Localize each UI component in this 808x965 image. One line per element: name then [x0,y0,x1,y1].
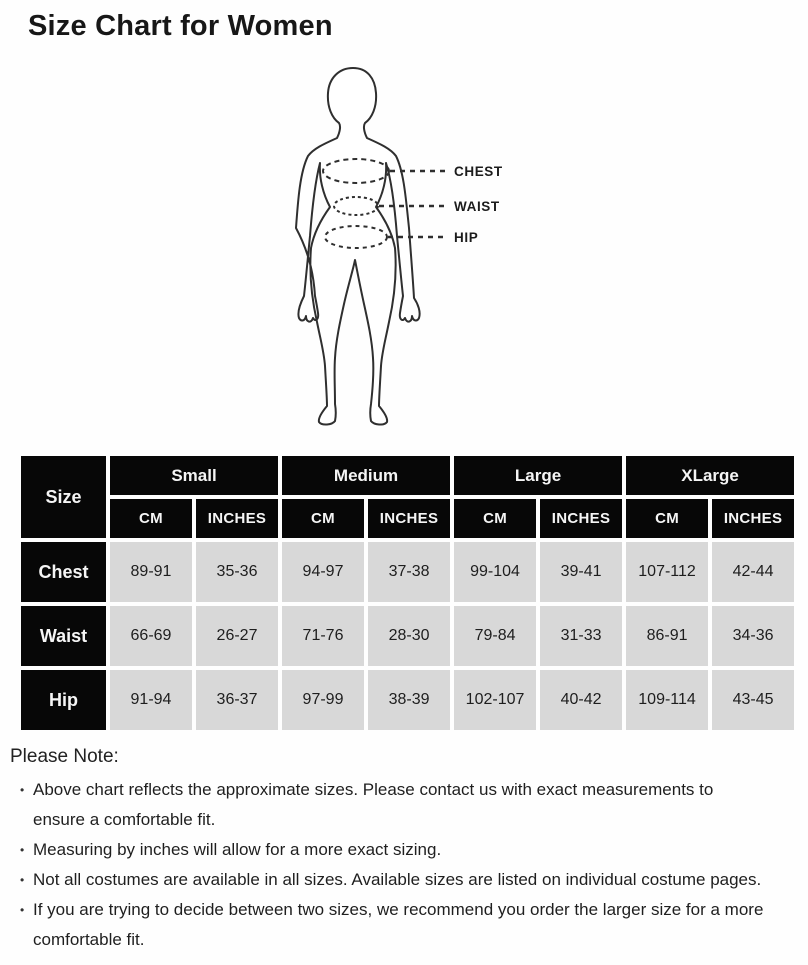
note-line: ensure a comfortable fit. [33,810,216,829]
size-value-cell: 37-38 [368,542,450,602]
note-line: Measuring by inches will allow for a more exact sizing. [33,840,442,859]
bullet-icon: • [20,873,25,887]
waist-label: WAIST [454,199,500,214]
note-line: comfortable fit. [33,930,145,949]
hip-label: HIP [454,230,479,245]
unit-header-inches: INCHES [196,499,278,538]
col-group-small: Small [110,456,278,495]
size-corner-header: Size [21,456,106,538]
size-value-cell: 34-36 [712,606,794,666]
size-value-cell: 39-41 [540,542,622,602]
unit-header-cm: CM [110,499,192,538]
row-header-chest: Chest [21,542,106,602]
unit-header-cm: CM [282,499,364,538]
table-row-hip [21,670,794,730]
bullet-icon: • [20,903,25,917]
note-line: Not all costumes are available in all sizes. Available sizes are listed on individual costume pages. [33,870,762,889]
row-header-hip: Hip [21,670,106,730]
notes-heading: Please Note: [10,746,119,767]
size-value-cell: 97-99 [282,670,364,730]
unit-header-inches: INCHES [368,499,450,538]
size-value-cell: 109-114 [626,670,708,730]
unit-header-cm: CM [454,499,536,538]
size-value-cell: 36-37 [196,670,278,730]
size-value-cell: 79-84 [454,606,536,666]
size-value-cell: 43-45 [712,670,794,730]
note-item [10,835,804,865]
body-diagram-svg [250,60,560,435]
size-value-cell: 26-27 [196,606,278,666]
table-row-chest [21,542,794,602]
size-value-cell: 94-97 [282,542,364,602]
size-value-cell: 38-39 [368,670,450,730]
size-value-cell: 107-112 [626,542,708,602]
size-value-cell: 35-36 [196,542,278,602]
note-line: If you are trying to decide between two sizes, we recommend you order the larger size for a more [33,900,764,919]
size-value-cell: 28-30 [368,606,450,666]
chest-label: CHEST [454,164,503,179]
unit-header-inches: INCHES [540,499,622,538]
size-value-cell: 31-33 [540,606,622,666]
size-value-cell: 102-107 [454,670,536,730]
size-value-cell: 99-104 [454,542,536,602]
note-item [10,775,804,835]
body-measurement-diagram [250,60,560,435]
size-value-cell: 86-91 [626,606,708,666]
size-value-cell: 66-69 [110,606,192,666]
table-row-waist [21,606,794,666]
size-value-cell: 40-42 [540,670,622,730]
size-value-cell: 71-76 [282,606,364,666]
note-line: Above chart reflects the approximate sizes. Please contact us with exact measurements to [33,780,714,799]
unit-header-inches: INCHES [712,499,794,538]
note-item [10,895,804,955]
unit-header-cm: CM [626,499,708,538]
woman-silhouette [296,68,420,425]
note-item [10,865,804,895]
col-group-large: Large [454,456,622,495]
notes-section [10,746,804,955]
size-value-cell: 89-91 [110,542,192,602]
size-chart-table [17,452,798,734]
size-value-cell: 42-44 [712,542,794,602]
bullet-icon: • [20,843,25,857]
col-group-xlarge: XLarge [626,456,794,495]
page-title: Size Chart for Women [28,10,333,42]
col-group-medium: Medium [282,456,450,495]
row-header-waist: Waist [21,606,106,666]
bullet-icon: • [20,783,25,797]
size-value-cell: 91-94 [110,670,192,730]
